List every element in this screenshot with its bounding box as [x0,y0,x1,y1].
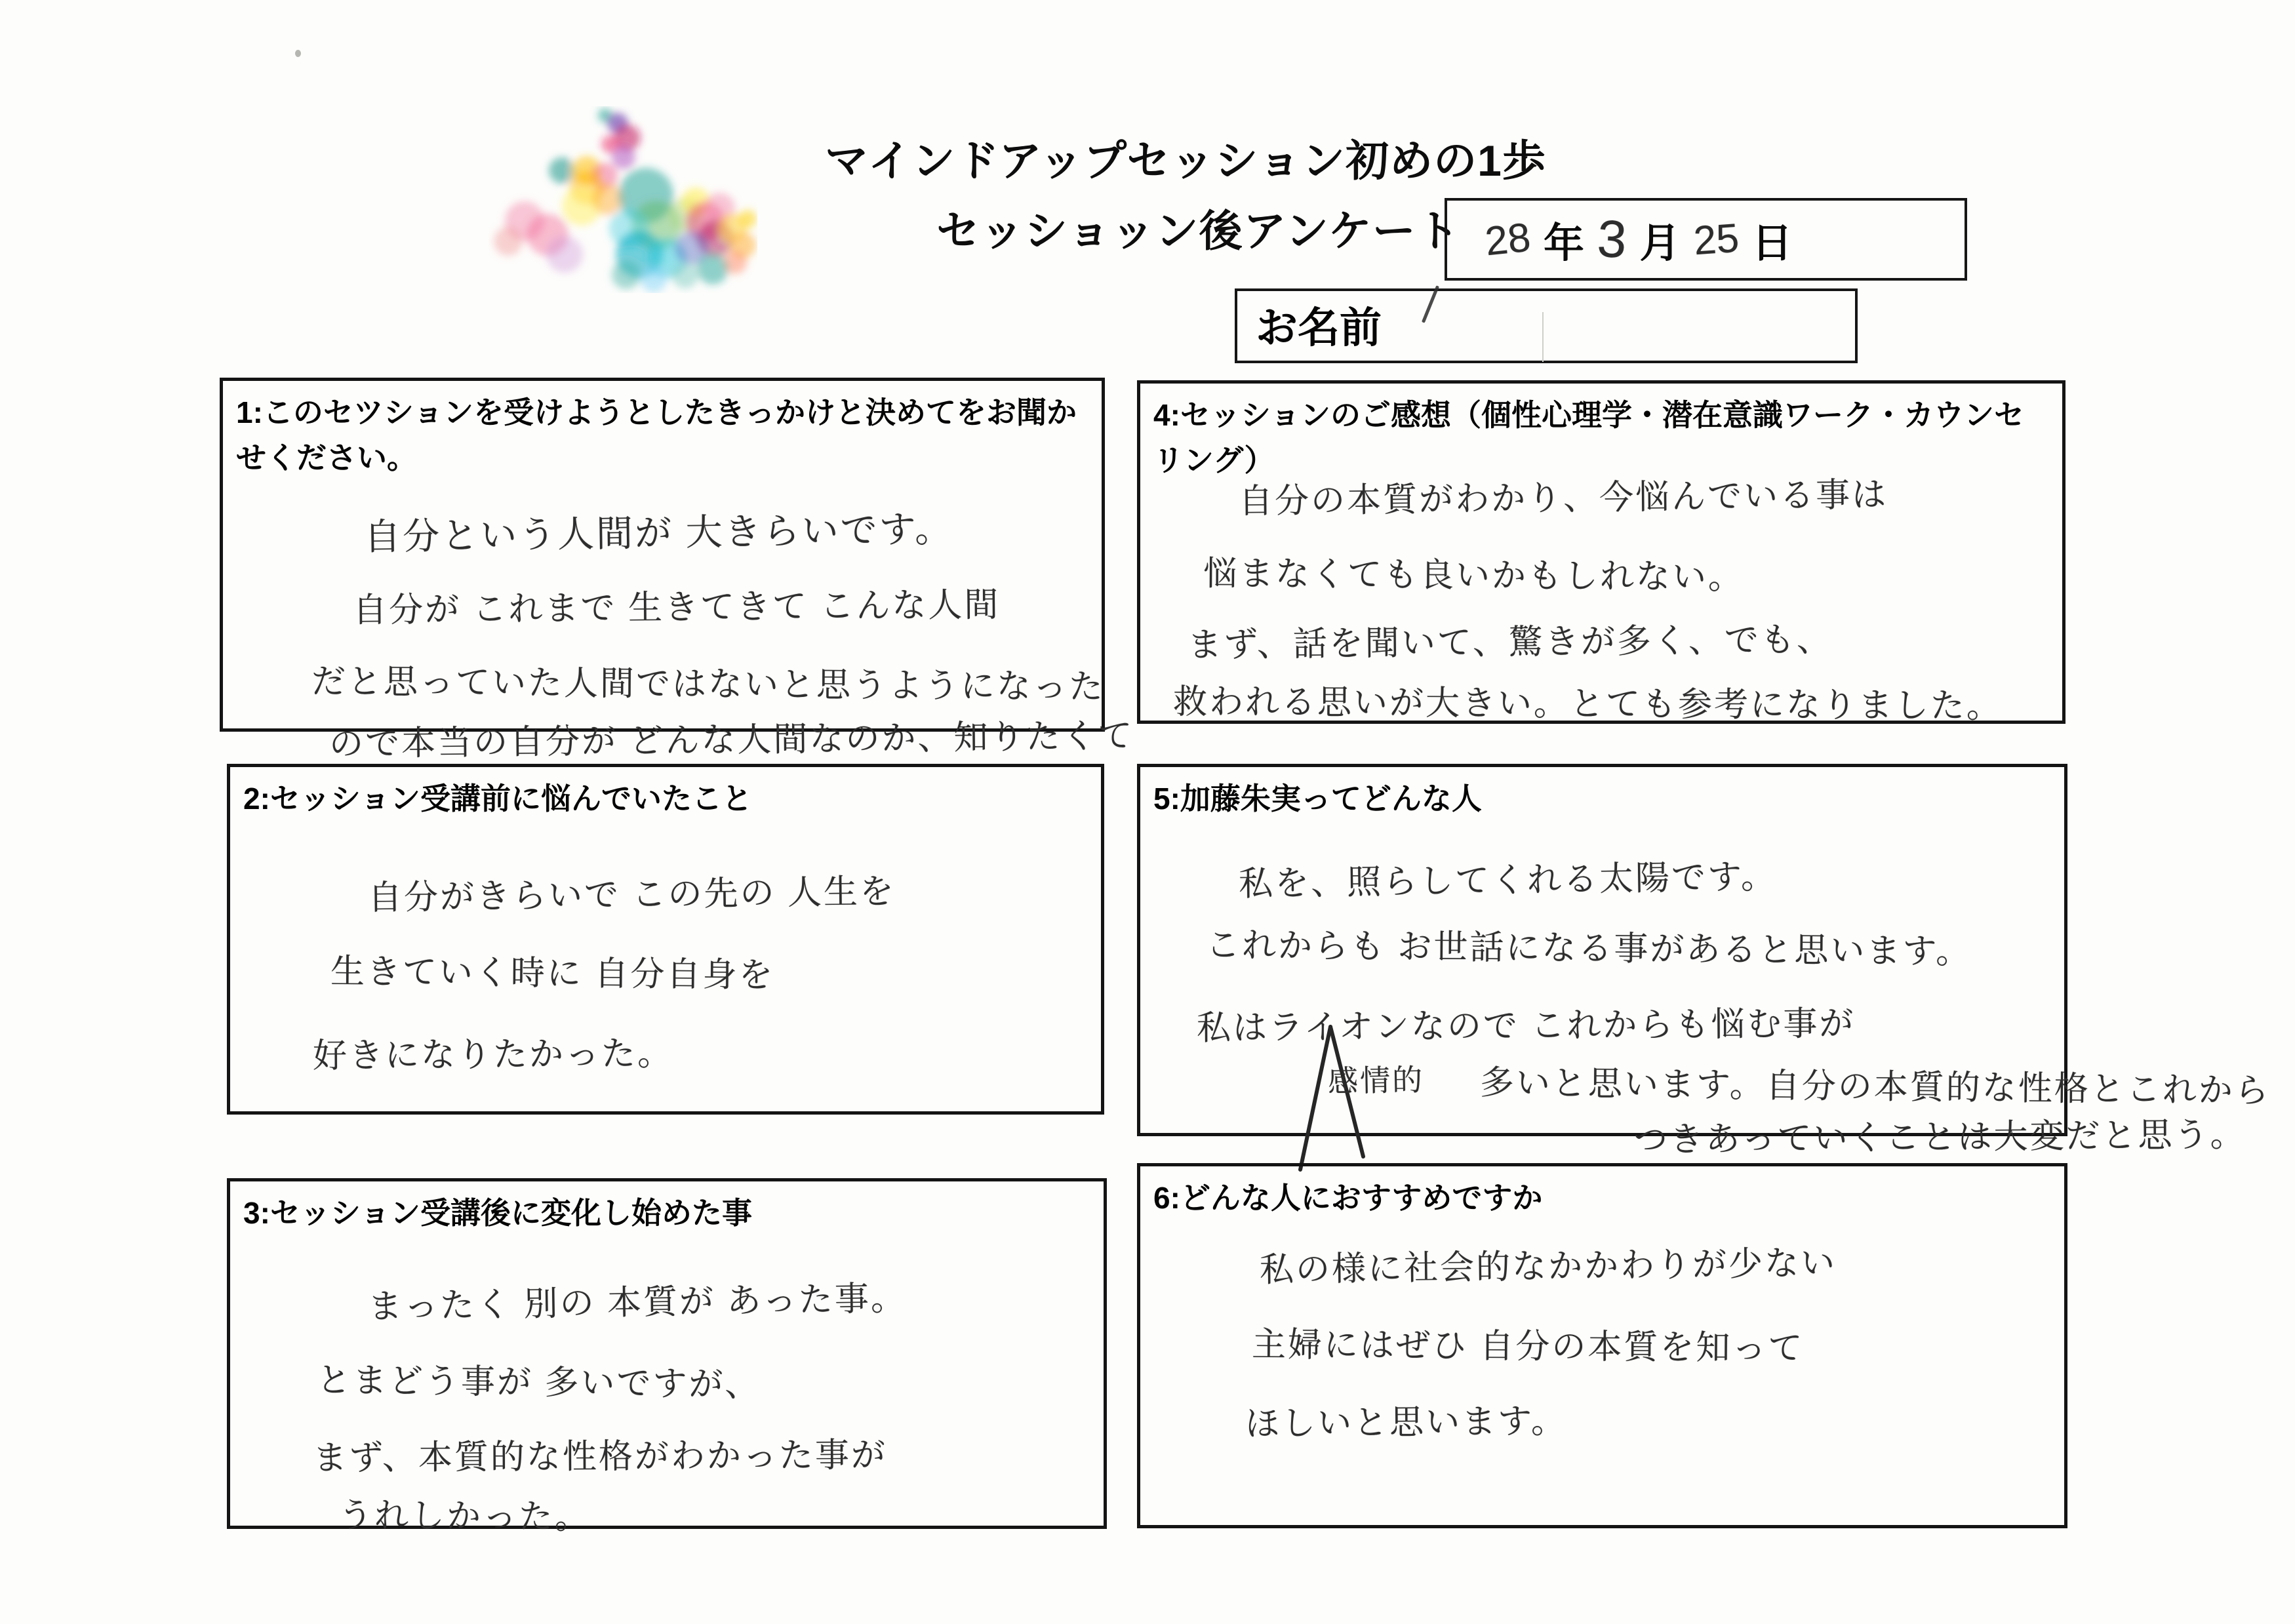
page-title: マインドアップセッション初めの1歩 [825,136,1546,185]
question-box-3 [227,1178,1107,1537]
question-5-answer-line: 私を、照らしてくれる太陽です。 [1238,858,1778,903]
question-1-answer-line: だと思っていた人間ではないと思うようになった [311,662,1106,707]
question-1-answer-line: 自分が これまで 生きてきて こんな人間 [352,585,1001,630]
scan-speck [295,50,301,57]
question-4-answer-line: 自分の本質がわかり、今悩んでいる事は [1238,475,1888,521]
question-5-insertion-text: 感情的 [1327,1062,1425,1099]
question-box-5 [1137,764,2271,1160]
question-4-answer-line: 救われる思いが大きい。とても参考になりました。 [1172,683,2003,726]
question-1-answer-line: ので本当の自分が どんな人間なのか、知りたくて [329,717,1134,764]
date-year-label: 年 [1543,220,1584,266]
question-5-answer-line: 私はライオンなので これからも悩む事が [1196,1004,1856,1048]
question-6-answer-line: 主婦にはぜひ 自分の本質を知って [1251,1326,1805,1368]
question-2-answer-line: 生きていく時に 自分自身を [330,953,775,995]
question-1-label: 1:このセツションを受けようとしたきっかけと決めてをお聞かせください。 [236,395,1077,475]
question-5-answer-line: 多いと思います。自分の本質的な性格とこれから [1479,1063,2271,1111]
question-box-4 [1137,380,2066,724]
question-3-label: 3:セッション受講後に変化し始めた事 [243,1196,752,1230]
date-day-label: 日 [1751,220,1793,266]
question-4-answer-line: まず、話を聞いて、驚きが多く、でも、 [1187,620,1833,665]
date-box [1445,198,1967,281]
question-3-answer-line: とまどう事が 多いですが、 [316,1361,761,1404]
question-6-answer-line: 私の様に社会的なかかわりが少ない [1259,1244,1837,1290]
question-5-label: 5:加藤朱実ってどんな人 [1153,782,1482,816]
question-5-answer-line: つきあっていくことは大変だと思う。 [1633,1115,2246,1160]
question-5-answer-line: これからも お世話になる事があると思います。 [1205,926,1972,972]
question-2-answer-line: 自分がきらいで この先の 人生を [367,873,896,917]
question-3-answer-line: まず、本質的な性格がわかった事が [312,1436,888,1478]
question-6-answer-line: ほしいと思います。 [1245,1402,1568,1444]
question-box-1 [220,378,1134,764]
logo-bokeh-graphic [489,106,757,293]
question-box-2 [227,764,1104,1115]
date-day-value: 25 [1692,215,1740,264]
question-4-answer-line: 悩まなくても良いかもしれない。 [1203,555,1745,597]
question-6-label: 6:どんな人におすすめですか [1153,1181,1543,1215]
date-month-value: 3 [1595,208,1628,269]
date-month-label: 月 [1639,220,1681,266]
question-1-answer-line: 自分という人間が 大きらいです。 [363,507,954,558]
question-box-6 [1137,1163,2067,1528]
page-subtitle: セッショッン後アンケート [936,207,1460,255]
name-box [1235,288,1858,363]
pen-mark [1422,285,1439,323]
name-label: お名前 [1256,304,1382,352]
watercolor-bokeh-logo [489,106,757,293]
question-2-label: 2:セッション受講前に悩んでいたこと [243,782,752,816]
question-2-answer-line: 好きになりたかった。 [312,1035,674,1075]
scan-crease [1542,312,1544,362]
question-4-label: 4:セッションのご感想（個性心理学・潜在意識ワーク・カウンセリング） [1153,398,2024,477]
date-year-value: 28 [1483,214,1533,264]
question-3-answer-line: まったく 別の 本質が あった事。 [367,1279,908,1326]
question-3-answer-line: うれしかった。 [338,1496,591,1537]
